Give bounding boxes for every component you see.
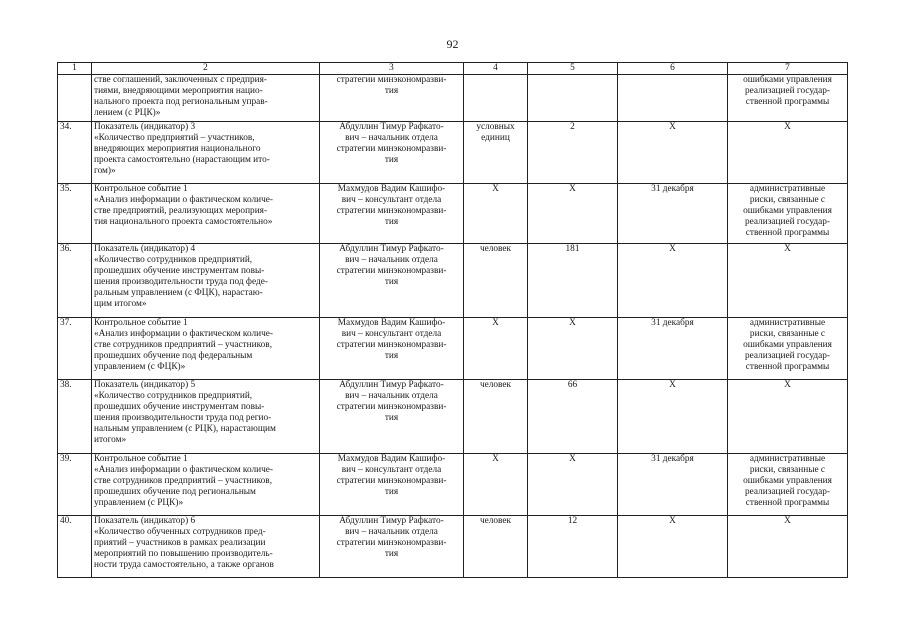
- risk-cell: [728, 454, 848, 516]
- cell-text-line: Махмудов Вадим Кашифо-: [337, 184, 446, 194]
- cell-text-line: «Анализ информации о фактическом количе-: [94, 328, 274, 339]
- cell-text-line: тия: [384, 216, 399, 227]
- table-row: [58, 454, 848, 516]
- table-row: [58, 318, 848, 380]
- cell-text-line: риски, связанные с: [749, 328, 826, 339]
- column-header: 3: [320, 63, 464, 75]
- responsible-cell: [320, 516, 464, 578]
- cell-text-line: стратегии минэкономразви-: [336, 401, 447, 412]
- cell-text-line: Абдуллин Тимур Рафкато-: [339, 516, 444, 526]
- cell-text-line: мероприятий по повышению производитель-: [94, 548, 273, 559]
- cell-text-line: стратегии минэкономразви-: [336, 205, 447, 216]
- description-cell: [92, 454, 320, 516]
- cell-text-line: 66: [567, 380, 578, 390]
- cell-text-line: вич – консультант отдела: [341, 328, 442, 339]
- responsible-cell: [320, 122, 464, 184]
- value-cell: [528, 380, 618, 454]
- cell-text-line: тия: [384, 350, 399, 361]
- cell-text-line: стве сотрудников предприятий – участников,: [94, 475, 273, 486]
- table-row: [58, 75, 848, 122]
- unit-cell: [464, 380, 528, 454]
- cell-text-line: X: [569, 454, 576, 464]
- risk-cell: [728, 516, 848, 578]
- cell-text-line: ошибками управления: [743, 475, 832, 486]
- cell-text-line: щим итогом»: [94, 298, 147, 309]
- row-number-cell: [58, 122, 92, 184]
- description-cell: [92, 380, 320, 454]
- cell-text-line: человек: [479, 380, 512, 390]
- unit-cell: [464, 75, 528, 122]
- cell-text-line: нальным управлением (с РЦК), нарастающим: [94, 423, 276, 434]
- cell-text-line: Абдуллин Тимур Рафкато-: [339, 122, 444, 132]
- row-number-cell: [58, 184, 92, 244]
- cell-text-line: стве сотрудников предприятий – участников,: [94, 339, 273, 350]
- responsible-cell: [320, 244, 464, 318]
- cell-text-line: X: [784, 516, 791, 526]
- cell-text-line: реализацией государ-: [744, 350, 830, 361]
- column-header: 4: [464, 63, 528, 75]
- cell-text-line: Абдуллин Тимур Рафкато-: [339, 380, 444, 390]
- program-table: [57, 62, 848, 578]
- risk-cell: [728, 380, 848, 454]
- cell-text-line: стратегии минэкономразви-: [336, 75, 447, 85]
- deadline-cell: [618, 380, 728, 454]
- column-header: 5: [528, 63, 618, 75]
- risk-cell: [728, 244, 848, 318]
- cell-text-line: вич – начальник отдела: [345, 132, 438, 143]
- cell-text: 36.: [60, 244, 72, 254]
- cell-text-line: тия: [384, 276, 399, 287]
- unit-cell: [464, 184, 528, 244]
- cell-text-line: стратегии минэкономразви-: [336, 537, 447, 548]
- row-number-cell: [58, 318, 92, 380]
- cell-text-line: Махмудов Вадим Кашифо-: [337, 454, 446, 464]
- cell-text-line: Абдуллин Тимур Рафкато-: [339, 244, 444, 254]
- unit-cell: [464, 516, 528, 578]
- cell-text-line: 31 декабря: [651, 454, 694, 464]
- value-cell: [528, 122, 618, 184]
- cell-text-line: управлением (с ФЦК)»: [94, 361, 186, 372]
- cell-text-line: нального проекта под региональным управ-: [94, 96, 268, 107]
- responsible-cell: [320, 380, 464, 454]
- cell-text-line: тия: [384, 412, 399, 423]
- column-header: 6: [618, 63, 728, 75]
- value-cell: [528, 516, 618, 578]
- column-number-row: [58, 63, 848, 75]
- table-row: [58, 244, 848, 318]
- responsible-cell: [320, 318, 464, 380]
- table-row: [58, 122, 848, 184]
- cell-text-line: гом)»: [94, 165, 116, 176]
- value-cell: [528, 244, 618, 318]
- risk-cell: [728, 75, 848, 122]
- responsible-cell: [320, 454, 464, 516]
- cell-text-line: вич – начальник отдела: [345, 390, 438, 401]
- risk-cell: [728, 318, 848, 380]
- cell-text-line: X: [784, 380, 791, 390]
- cell-text-line: ошибками управления: [743, 339, 832, 350]
- deadline-cell: [618, 244, 728, 318]
- cell-text-line: административные: [749, 454, 826, 464]
- cell-text-line: ственной программы: [745, 497, 830, 508]
- cell-text-line: 31 декабря: [651, 318, 694, 328]
- risk-cell: [728, 122, 848, 184]
- description-cell: [92, 122, 320, 184]
- description-cell: [92, 516, 320, 578]
- description-cell: [92, 244, 320, 318]
- deadline-cell: [618, 318, 728, 380]
- table-row: [58, 184, 848, 244]
- cell-text-line: стратегии минэкономразви-: [336, 143, 447, 154]
- cell-text-line: Показатель (индикатор) 6: [94, 516, 196, 526]
- deadline-cell: [618, 122, 728, 184]
- cell-text-line: административные: [749, 184, 826, 194]
- cell-text-line: прошедших обучение под региональным: [94, 486, 256, 497]
- cell-text-line: ственной программы: [745, 96, 830, 107]
- cell-text-line: человек: [479, 516, 512, 526]
- cell-text-line: тия: [384, 85, 399, 96]
- description-cell: [92, 184, 320, 244]
- cell-text-line: стве предприятий, реализующих мероприя-: [94, 205, 268, 216]
- cell-text-line: шения производительности труда под регио-: [94, 412, 272, 423]
- cell-text-line: реализацией государ-: [744, 486, 830, 497]
- cell-text-line: управлением (с РЦК)»: [94, 497, 184, 508]
- row-number-cell: [58, 244, 92, 318]
- cell-text-line: тия национального проекта самостоятельно»: [94, 216, 273, 227]
- cell-text-line: Показатель (индикатор) 5: [94, 380, 196, 390]
- unit-cell: [464, 318, 528, 380]
- cell-text-line: X: [784, 122, 791, 132]
- table-row: [58, 516, 848, 578]
- cell-text-line: прошедших обучение под федеральным: [94, 350, 253, 361]
- cell-text-line: Махмудов Вадим Кашифо-: [337, 318, 446, 328]
- cell-text-line: Показатель (индикатор) 4: [94, 244, 196, 254]
- column-header: 2: [92, 63, 320, 75]
- cell-text-line: «Количество сотрудников предприятий,: [94, 254, 253, 265]
- cell-text-line: «Анализ информации о фактическом количе-: [94, 464, 274, 475]
- value-cell: [528, 184, 618, 244]
- cell-text-line: ошибками управления: [743, 205, 832, 216]
- cell-text-line: реализацией государ-: [744, 216, 830, 227]
- cell-text-line: Контрольное событие 1: [94, 318, 188, 328]
- cell-text-line: тия: [384, 486, 399, 497]
- cell-text-line: X: [669, 380, 676, 390]
- cell-text-line: лением (с РЦК)»: [94, 107, 161, 118]
- cell-text-line: ственной программы: [745, 227, 830, 238]
- responsible-cell: [320, 75, 464, 122]
- cell-text-line: приятий – участников в рамках реализации: [94, 537, 266, 548]
- cell-text-line: проекта самостоятельно (нарастающим ито-: [94, 154, 270, 165]
- cell-text-line: X: [492, 454, 499, 464]
- cell-text-line: условных: [476, 122, 515, 132]
- risk-cell: [728, 184, 848, 244]
- cell-text: 35.: [60, 184, 72, 194]
- column-header: 1: [58, 63, 92, 75]
- value-cell: [528, 454, 618, 516]
- cell-text-line: шения производительности труда под феде-: [94, 276, 268, 287]
- cell-text-line: стратегии минэкономразви-: [336, 265, 447, 276]
- cell-text-line: 2: [570, 122, 575, 132]
- cell-text-line: «Количество сотрудников предприятий,: [94, 390, 253, 401]
- responsible-cell: [320, 184, 464, 244]
- cell-text-line: тия: [384, 154, 399, 165]
- cell-text-line: ственной программы: [745, 361, 830, 372]
- cell-text-line: X: [492, 184, 499, 194]
- cell-text-line: ошибками управления: [743, 75, 832, 85]
- row-number-cell: [58, 454, 92, 516]
- cell-text: 38.: [60, 380, 72, 390]
- cell-text-line: X: [669, 516, 676, 526]
- value-cell: [528, 75, 618, 122]
- cell-text-line: Показатель (индикатор) 3: [94, 122, 196, 132]
- cell-text: 39.: [60, 454, 72, 464]
- cell-text: 40.: [60, 516, 72, 526]
- cell-text-line: X: [569, 184, 576, 194]
- cell-text-line: X: [784, 244, 791, 254]
- cell-text-line: вич – начальник отдела: [345, 526, 438, 537]
- cell-text-line: «Количество предприятий – участников,: [94, 132, 255, 143]
- cell-text-line: тия: [384, 548, 399, 559]
- table-body: [58, 75, 848, 578]
- cell-text-line: 12: [567, 516, 578, 526]
- cell-text-line: внедряющих мероприятия национального: [94, 143, 261, 154]
- description-cell: [92, 318, 320, 380]
- value-cell: [528, 318, 618, 380]
- description-cell: [92, 75, 320, 122]
- cell-text-line: «Количество обученных сотрудников пред-: [94, 526, 266, 537]
- cell-text: 34.: [60, 122, 72, 132]
- column-header: 7: [728, 63, 848, 75]
- row-number-cell: [58, 516, 92, 578]
- cell-text-line: 31 декабря: [651, 184, 694, 194]
- cell-text-line: стве соглашений, заключенных с предприя-: [94, 75, 268, 85]
- deadline-cell: [618, 454, 728, 516]
- cell-text-line: стратегии минэкономразви-: [336, 339, 447, 350]
- cell-text-line: вич – консультант отдела: [341, 464, 442, 475]
- cell-text-line: Контрольное событие 1: [94, 184, 188, 194]
- cell-text-line: тиями, внедряющими мероприятия нацио-: [94, 85, 263, 96]
- cell-text-line: итогом»: [94, 434, 127, 445]
- cell-text-line: 181: [565, 244, 580, 254]
- cell-text-line: прошедших обучение инструментам повы-: [94, 401, 265, 412]
- cell-text-line: риски, связанные с: [749, 194, 826, 205]
- cell-text-line: «Анализ информации о фактическом количе-: [94, 194, 274, 205]
- cell-text-line: единиц: [481, 132, 510, 143]
- cell-text-line: ности труда самостоятельно, а также органов: [94, 559, 274, 570]
- cell-text-line: X: [492, 318, 499, 328]
- cell-text-line: X: [669, 244, 676, 254]
- cell-text-line: X: [569, 318, 576, 328]
- row-number-cell: [58, 75, 92, 122]
- cell-text-line: административные: [749, 318, 826, 328]
- deadline-cell: [618, 75, 728, 122]
- deadline-cell: [618, 184, 728, 244]
- cell-text-line: ральным управлением (с ФЦК), нарастаю-: [94, 287, 263, 298]
- unit-cell: [464, 122, 528, 184]
- unit-cell: [464, 244, 528, 318]
- cell-text-line: вич – консультант отдела: [341, 194, 442, 205]
- cell-text-line: реализацией государ-: [744, 85, 830, 96]
- cell-text-line: вич – начальник отдела: [345, 254, 438, 265]
- cell-text: 37.: [60, 318, 72, 328]
- page-number: 92: [446, 37, 459, 51]
- cell-text-line: человек: [479, 244, 512, 254]
- cell-text-line: стратегии минэкономразви-: [336, 475, 447, 486]
- unit-cell: [464, 454, 528, 516]
- cell-text-line: Контрольное событие 1: [94, 454, 188, 464]
- row-number-cell: [58, 380, 92, 454]
- cell-text-line: риски, связанные с: [749, 464, 826, 475]
- cell-text-line: прошедших обучение инструментам повы-: [94, 265, 265, 276]
- cell-text-line: X: [669, 122, 676, 132]
- table-row: [58, 380, 848, 454]
- deadline-cell: [618, 516, 728, 578]
